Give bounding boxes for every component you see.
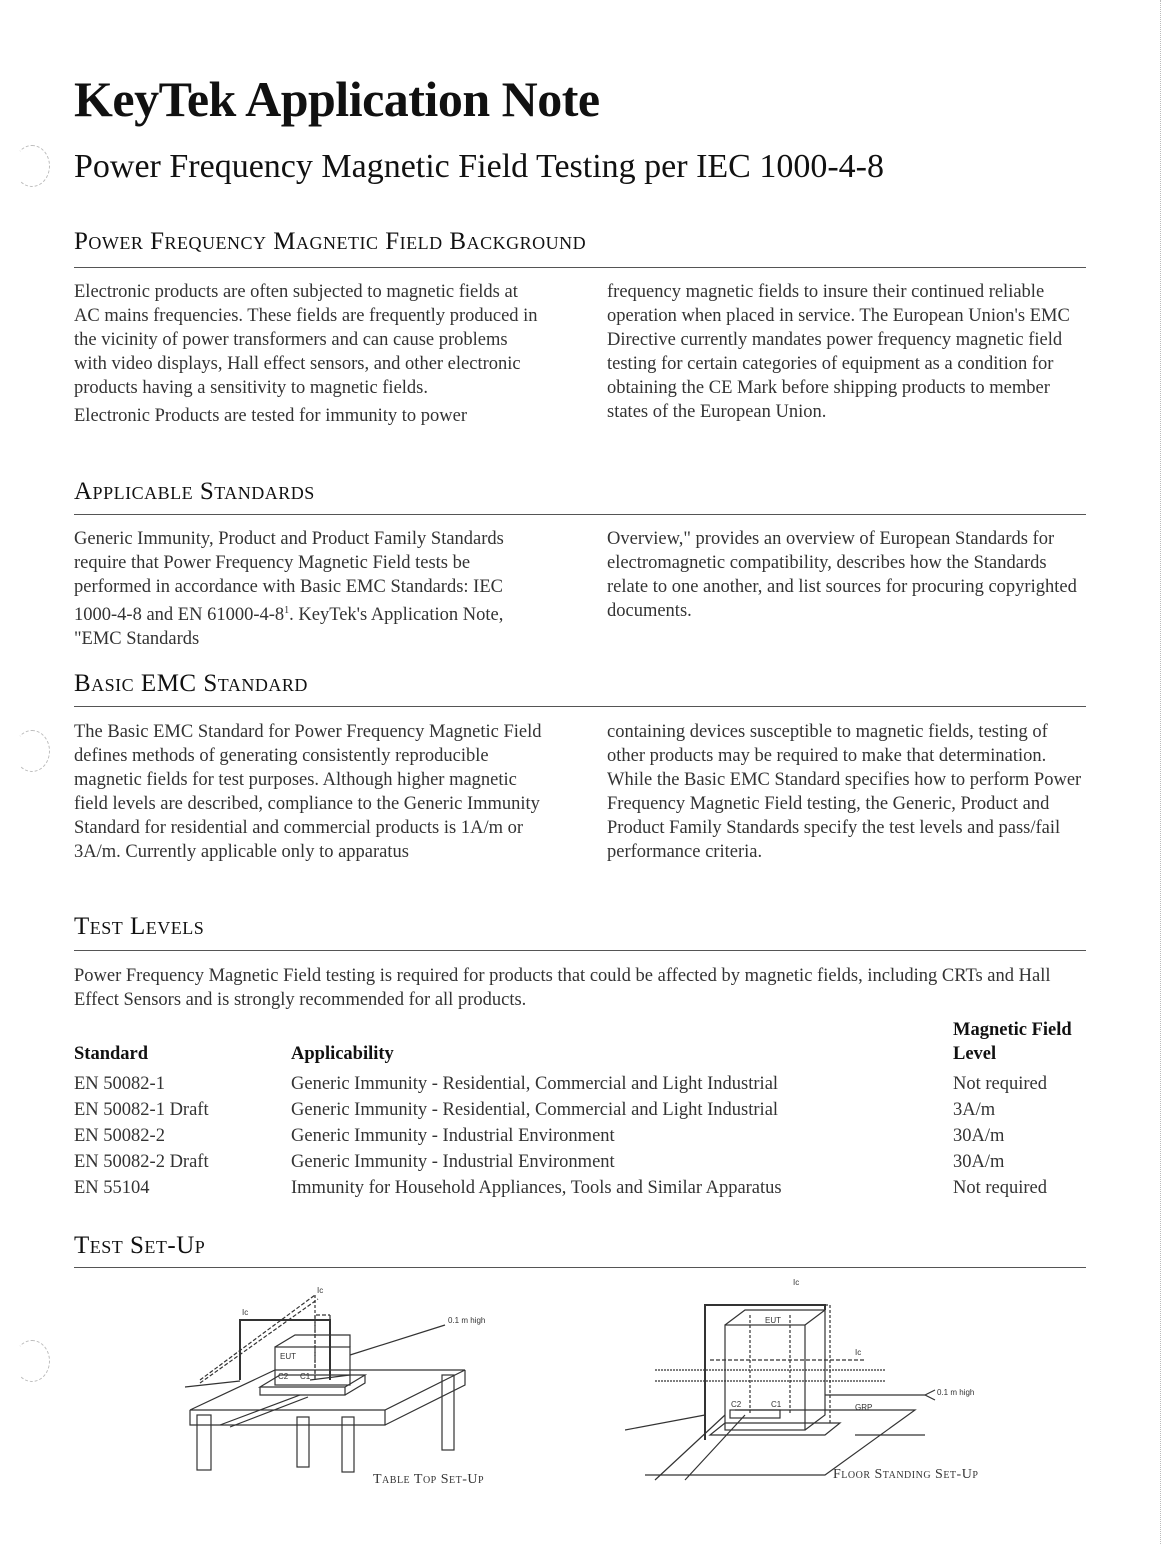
section-heading-standards: Applicable Standards xyxy=(74,478,315,505)
diagram-label: 0.1 m high xyxy=(937,1388,975,1397)
diagram-label: C1 xyxy=(300,1372,311,1381)
column-header-applicability: Applicability xyxy=(291,1044,394,1064)
cell-applicability: Generic Immunity - Industrial Environment xyxy=(291,1152,615,1172)
table-row xyxy=(74,1074,1073,1100)
table-row xyxy=(74,1152,1073,1178)
basic-left-column xyxy=(74,720,544,864)
paragraph: Electronic Products are tested for immunity to power xyxy=(74,406,468,426)
diagram-label: Ic xyxy=(317,1286,324,1295)
section-heading-basic-emc: Basic EMC Standard xyxy=(74,670,308,697)
cell-standard: EN 55104 xyxy=(74,1178,150,1198)
diagram-label: Ic xyxy=(855,1348,862,1357)
section-heading-test-levels: Test Levels xyxy=(74,913,205,940)
cell-standard: EN 50082-1 xyxy=(74,1074,165,1094)
background-right-column xyxy=(607,280,1087,424)
floor-standing-caption: Floor Standing Set-Up xyxy=(833,1467,979,1482)
footnote-mark: 1 xyxy=(284,605,290,616)
table-row xyxy=(74,1126,1073,1152)
diagram-label: Ic xyxy=(793,1278,800,1287)
punch-hole-mark xyxy=(14,730,50,772)
table-header-row xyxy=(74,1018,1073,1074)
paragraph: frequency magnetic fields to insure their continued reliable operation when placed in service. The European Union's EMC Directive currently mandates power frequency magnetic field testing for certain categories of equipment as a condition for obtaining the CE Mark before shipping products to member states of the European Union. xyxy=(607,282,1070,422)
background-left-column xyxy=(74,280,544,428)
cell-applicability: Immunity for Household Appliances, Tools and Similar Apparatus xyxy=(291,1178,782,1198)
section-heading-test-setup: Test Set-Up xyxy=(74,1232,206,1259)
cell-field-level: Not required xyxy=(953,1074,1048,1094)
cell-field-level: Not required xyxy=(953,1178,1048,1198)
standards-left-column xyxy=(74,527,544,651)
cell-applicability: Generic Immunity - Residential, Commercial and Light Industrial xyxy=(291,1074,779,1094)
cell-field-level: 30A/m xyxy=(953,1152,1005,1172)
standards-right-column xyxy=(607,527,1087,623)
diagram-label: C2 xyxy=(731,1400,742,1409)
diagram-label: 0.1 m high xyxy=(448,1316,486,1325)
diagram-label: C2 xyxy=(278,1372,289,1381)
divider xyxy=(74,514,1086,515)
paragraph: Electronic products are often subjected to magnetic fields at AC mains frequencies. These fields are frequently produced in the vicinity of power transformers and can cause problems with video displays, Hall effect sensors, and other electronic products having a sensitivity to magnetic fields. xyxy=(74,282,538,398)
cell-standard: EN 50082-2 Draft xyxy=(74,1152,209,1172)
paragraph: Overview," provides an overview of European Standards for electromagnetic compatibility, describes how the Standards relate to one another, and list sources for procuring copyrighted documents. xyxy=(607,529,1077,621)
diagram-label: Ic xyxy=(242,1308,249,1317)
page-title: KeyTek Application Note xyxy=(74,71,600,127)
paragraph: . KeyTek's Application Note, "EMC Standards xyxy=(74,605,504,650)
diagram-label: EUT xyxy=(765,1316,781,1325)
diagram-label: EUT xyxy=(280,1352,296,1361)
table-top-setup-diagram xyxy=(180,1275,520,1475)
column-header-field-level: Magnetic Field Level xyxy=(953,1020,1072,1064)
table-top-caption: Table Top Set-Up xyxy=(373,1472,485,1487)
floor-standing-setup-diagram xyxy=(625,1275,1015,1490)
test-levels-table xyxy=(74,1018,1073,1204)
column-header-standard: Standard xyxy=(74,1044,149,1064)
divider xyxy=(74,267,1086,268)
cell-applicability: Generic Immunity - Industrial Environment xyxy=(291,1126,615,1146)
cell-applicability: Generic Immunity - Residential, Commercial and Light Industrial xyxy=(291,1100,779,1120)
cell-standard: EN 50082-2 xyxy=(74,1126,165,1146)
paragraph: The Basic EMC Standard for Power Frequency Magnetic Field defines methods of generating consistently reproducible magnetic fields for test purposes. Although higher magnetic field levels are described, compliance to the Generic Immunity Standard for residential and commercial products is 1A/m or 3A/m. Currently applicable only to apparatus xyxy=(74,722,542,862)
diagram-label: GRP xyxy=(855,1403,873,1412)
cell-field-level: 3A/m xyxy=(953,1100,996,1120)
scan-edge xyxy=(1160,0,1161,1544)
punch-hole-mark xyxy=(14,145,50,187)
paragraph: Generic Immunity, Product and Product Family Standards require that Power Frequency Magnetic Field tests be performed in accordance with Basic EMC Standards: IEC 1000-4-8 and EN 61000-4-8 xyxy=(74,529,504,626)
page-subtitle: Power Frequency Magnetic Field Testing per IEC 1000-4-8 xyxy=(74,148,884,185)
section-heading-background: Power Frequency Magnetic Field Background xyxy=(74,228,587,255)
test-levels-intro: Power Frequency Magnetic Field testing is required for products that could be affected by magnetic fields, including CRTs and Hall Effect Sensors and is strongly recommended for all products. xyxy=(74,966,1051,1010)
table-row xyxy=(74,1178,1073,1204)
table-row xyxy=(74,1100,1073,1126)
diagram-label: C1 xyxy=(771,1400,782,1409)
basic-right-column xyxy=(607,720,1087,864)
cell-standard: EN 50082-1 Draft xyxy=(74,1100,209,1120)
divider xyxy=(74,1267,1086,1268)
divider xyxy=(74,706,1086,707)
divider xyxy=(74,950,1086,951)
cell-field-level: 30A/m xyxy=(953,1126,1005,1146)
punch-hole-mark xyxy=(14,1340,50,1382)
paragraph: containing devices susceptible to magnetic fields, testing of other products may be required to make that determination. While the Basic EMC Standard specifies how to perform Power Frequency Magnetic Field testing, the Generic, Product and Product Family Standards specify the test levels and pass/fail performance criteria. xyxy=(607,722,1082,862)
